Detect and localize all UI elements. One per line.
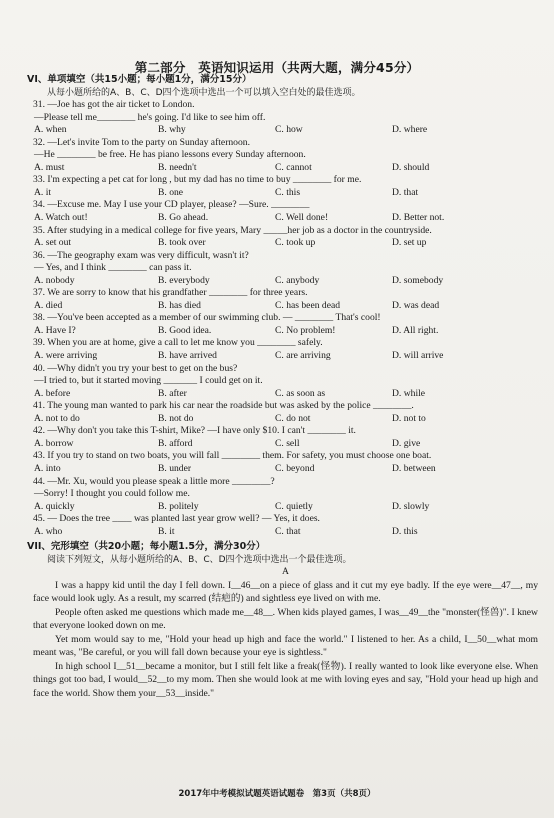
answer-option: B. why	[158, 124, 186, 136]
answer-option: D. Better not.	[392, 212, 445, 224]
question-item	[33, 199, 538, 224]
cloze-passage	[33, 579, 538, 701]
answer-option: A. it	[34, 186, 52, 198]
option-row	[33, 388, 538, 401]
answer-option: D. somebody	[392, 274, 444, 286]
answer-option: B. afford	[158, 437, 193, 449]
question-stem: 42. —Why don't you take this T-shirt, Mike? —I have only $10. I can't ________ it.	[33, 425, 356, 437]
answer-option: D. while	[392, 387, 426, 399]
question-item	[33, 476, 538, 514]
answer-option: C. has been dead	[275, 299, 341, 311]
passage-label: A	[282, 566, 289, 578]
question-stem: 40. —Why didn't you try your best to get on the bus?	[33, 362, 238, 374]
answer-option: C. took up	[275, 237, 316, 249]
answer-option: B. it	[158, 525, 175, 537]
option-row	[33, 325, 538, 338]
answer-option: A. not to do	[34, 412, 80, 424]
option-row	[33, 526, 538, 539]
question-item	[33, 137, 538, 175]
question-item	[33, 363, 538, 401]
question-item	[33, 250, 538, 288]
answer-option: A. Watch out!	[34, 212, 88, 224]
answer-option: B. politely	[158, 500, 199, 512]
answer-option: C. anybody	[275, 274, 320, 286]
answer-option: C. that	[275, 525, 301, 537]
answer-option: C. do not	[275, 412, 311, 424]
question-item	[33, 287, 538, 312]
option-row	[33, 124, 538, 137]
question-item	[33, 400, 538, 425]
answer-option: D. not to	[392, 412, 426, 424]
section-7-heading: VII、完形填空（共20小题；每小题1.5分，满分30分）	[27, 541, 266, 553]
option-row	[33, 187, 538, 200]
answer-option: C. No problem!	[275, 324, 336, 336]
question-item	[33, 513, 538, 538]
section-6-instruction: 从每小题所给的A、B、C、D四个选项中选出一个可以填入空白处的最佳选项。	[47, 87, 361, 98]
answer-option: D. that	[392, 186, 419, 198]
option-row	[33, 438, 538, 451]
answer-option: B. everybody	[158, 274, 210, 286]
answer-option: B. Good idea.	[158, 324, 212, 336]
question-item	[33, 450, 538, 475]
passage-paragraph: In high school I__51__became a monitor, but I still felt like a freak(怪物). I really wanted to look like everyone else. When things got too bad, I would__52__to my mom. Then she would look at me with loving eyes and say, "Hold your head up high and face the world. Show them your__53__inside."	[33, 660, 538, 699]
question-item	[33, 225, 538, 250]
answer-option: D. All right.	[392, 324, 439, 336]
option-row	[33, 501, 538, 514]
passage-paragraph: I was a happy kid until the day I fell down. I__46__on a piece of glass and it cut my eye badly. If the eye were__47__, my face would look ugly. As a result, my scarred (结疤的) and sightless eye lived on with me.	[33, 579, 538, 605]
answer-option: C. as soon as	[275, 387, 326, 399]
question-stem: 34. —Excuse me. May I use your CD player, please? —Sure. ________	[33, 199, 310, 211]
answer-option: B. needn't	[158, 161, 197, 173]
answer-option: A. who	[34, 525, 63, 537]
question-stem: 41. The young man wanted to park his car near the roadside but was asked by the police ________.	[33, 400, 414, 412]
option-row	[33, 212, 538, 225]
answer-option: A. when	[34, 124, 67, 136]
answer-option: A. quickly	[34, 500, 75, 512]
question-item	[33, 425, 538, 450]
answer-option: B. after	[158, 387, 187, 399]
answer-option: D. slowly	[392, 500, 430, 512]
answer-option: C. beyond	[275, 462, 315, 474]
answer-option: D. will arrive	[392, 350, 444, 362]
option-row	[33, 162, 538, 175]
answer-option: A. set out	[34, 237, 72, 249]
option-row	[33, 350, 538, 363]
passage-paragraph: People often asked me questions which made me__48__. When kids played games, I was__49__the "monster(怪兽)". I knew that everyone looked down on me.	[33, 606, 538, 632]
answer-option: D. this	[392, 525, 418, 537]
answer-option: A. into	[34, 462, 61, 474]
question-dialogue-line: —I tried to, but it started moving _______ I could get on it.	[34, 375, 263, 387]
option-row	[33, 463, 538, 476]
answer-option: D. should	[392, 161, 430, 173]
answer-option: C. Well done!	[275, 212, 329, 224]
answer-option: D. was dead	[392, 299, 440, 311]
answer-option: A. died	[34, 299, 63, 311]
answer-option: A. before	[34, 387, 71, 399]
question-dialogue-line: —Sorry! I thought you could follow me.	[34, 488, 190, 500]
answer-option: C. how	[275, 124, 303, 136]
question-stem: 39. When you are at home, give a call to let me know you ________ safely.	[33, 337, 323, 349]
question-stem: 45. — Does the tree ____ was planted last year grow well? — Yes, it does.	[33, 513, 320, 525]
question-stem: 33. I'm expecting a pet cat for long , but my dad has no time to buy ________ for me.	[33, 174, 362, 186]
answer-option: A. Have I?	[34, 324, 76, 336]
section-7-instruction: 阅读下列短文，从每小题所给的A、B、C、D四个选项中选出一个最佳选项。	[47, 554, 352, 565]
answer-option: B. under	[158, 462, 192, 474]
passage-paragraph: Yet mom would say to me, "Hold your head up high and face the world." I listened to her. As a child, I__50__what mom meant was, "Be careful, or you will fall down because your eye is sightless."	[33, 633, 538, 659]
question-dialogue-line: —He ________ be free. He has piano lessons every Sunday afternoon.	[34, 149, 306, 161]
answer-option: D. between	[392, 462, 436, 474]
part-title: 第二部分 英语知识运用（共两大题，满分45分）	[134, 60, 420, 75]
answer-option: B. not do	[158, 412, 194, 424]
answer-option: B. have arrived	[158, 350, 217, 362]
question-list	[33, 99, 538, 538]
question-item	[33, 99, 538, 137]
question-stem: 43. If you try to stand on two boats, you will fall ________ them. For safety, you must choose one boat.	[33, 450, 432, 462]
answer-option: C. this	[275, 186, 301, 198]
question-item	[33, 174, 538, 199]
exam-body	[27, 74, 538, 700]
option-row	[33, 275, 538, 288]
answer-option: D. set up	[392, 237, 427, 249]
answer-option: B. has died	[158, 299, 201, 311]
answer-option: C. quietly	[275, 500, 313, 512]
answer-option: A. borrow	[34, 437, 74, 449]
question-stem: 38. —You've been accepted as a member of our swimming club. — ________ That's cool!	[33, 312, 381, 324]
answer-option: C. sell	[275, 437, 300, 449]
answer-option: D. give	[392, 437, 421, 449]
question-stem: 44. —Mr. Xu, would you please speak a little more ________?	[33, 475, 275, 487]
question-dialogue-line: — Yes, and I think ________ can pass it.	[34, 262, 192, 274]
question-dialogue-line: —Please tell me________ he's going. I'd like to see him off.	[34, 111, 266, 123]
answer-option: C. cannot	[275, 161, 312, 173]
answer-option: A. must	[34, 161, 65, 173]
option-row	[33, 300, 538, 313]
answer-option: A. nobody	[34, 274, 75, 286]
answer-option: B. Go ahead.	[158, 212, 209, 224]
answer-option: B. one	[158, 186, 184, 198]
option-row	[33, 413, 538, 426]
answer-option: D. where	[392, 124, 428, 136]
page-footer: 2017年中考模拟试题英语试题卷 第3页（共8页）	[178, 789, 376, 799]
question-stem: 37. We are sorry to know that his grandfather ________ for three years.	[33, 287, 308, 299]
question-stem: 31. —Joe has got the air ticket to London.	[33, 99, 195, 111]
question-item	[33, 337, 538, 362]
question-stem: 32. —Let's invite Tom to the party on Sunday afternoon.	[33, 136, 250, 148]
answer-option: B. took over	[158, 237, 206, 249]
option-row	[33, 237, 538, 250]
question-stem: 35. After studying in a medical college for five years, Mary _____her job as a doctor in the countryside.	[33, 224, 432, 236]
section-6-heading: VI、单项填空（共15小题；每小题1分，满分15分）	[27, 74, 252, 85]
answer-option: A. were arriving	[34, 350, 98, 362]
answer-option: C. are arriving	[275, 350, 331, 362]
question-item	[33, 312, 538, 337]
question-stem: 36. —The geography exam was very difficult, wasn't it?	[33, 249, 249, 261]
